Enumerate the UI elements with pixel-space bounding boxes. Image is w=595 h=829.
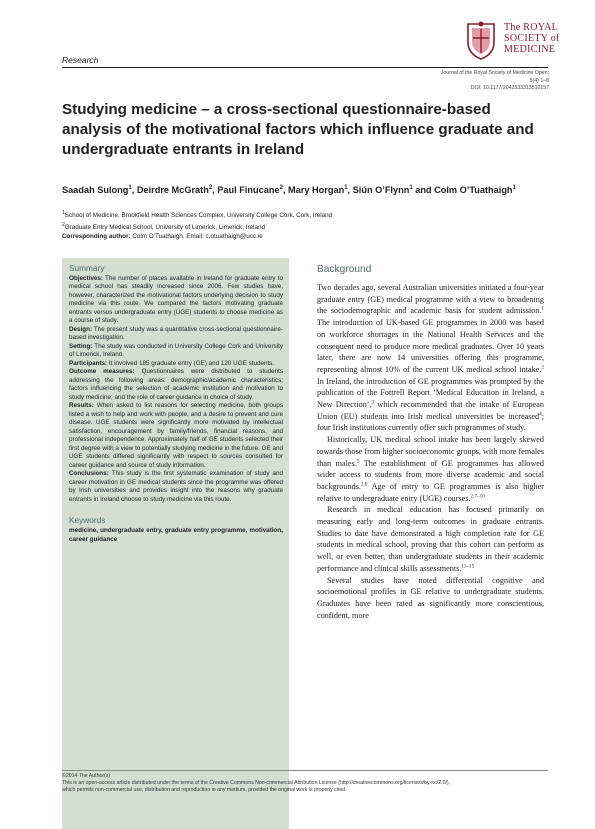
summary-section-label: Conclusions: — [69, 470, 109, 478]
summary-section-label: Setting: — [69, 342, 93, 350]
author-list: Saadah Sulong$^1$, Deirdre McGrath$^2$, Paul Finucane$^2$, Mary Horgan$^1$, Siún O’Flynn$^1$ and Colm O’Tuathaigh$^1$ — [62, 185, 516, 196]
license-text-cont: which permits non-commercial use, distribution and reproduction in any medium, provided the original work is properly cited. — [62, 787, 347, 794]
summary-section-label: Design: — [69, 325, 93, 333]
author-name: Deirdre McGrath — [136, 185, 209, 196]
summary-section — [69, 360, 283, 368]
logo-wordmark — [504, 22, 560, 55]
logo-line: The ROYAL — [504, 22, 559, 33]
citation-ref[interactable]: 4 — [539, 411, 542, 417]
section-label: Research — [62, 55, 99, 65]
body-text: Several studies have noted differential cognitive and socioemotional profiles in GE relative to undergraduate students. Graduates have been rated as significantly more conscientious, confident, more — [317, 575, 544, 620]
background-heading: Background — [317, 264, 372, 275]
summary-section-label: Results: — [69, 402, 94, 410]
affiliations — [62, 209, 542, 241]
summary-section-label: Participants: — [69, 359, 108, 367]
body-text: Age of entry to GE programmes is also higher relative to undergraduate entry (UGE) courses. — [317, 481, 544, 503]
license-footer — [62, 773, 548, 795]
author-name: Colm O’Tuathaigh — [434, 185, 513, 196]
author-affiliation-mark: 2 — [279, 185, 283, 191]
footer-divider — [62, 770, 548, 771]
society-crest-icon — [462, 20, 500, 60]
author-name: Paul Finucane — [217, 185, 280, 196]
author-name: Saadah Sulong — [62, 185, 129, 196]
body-text: Research in medical education has focused primarily on measuring early and long-term outcomes in graduate entrants. Studies to date have demonstrated a high completion rate for GE students in medical school, proving that this cohort can perform as well, or even better, than undergraduate students in their academic performance and clinical skills assessments. — [317, 505, 544, 573]
journal-volume: 5(4) 1–8 — [529, 77, 549, 84]
summary-section-text: The present study was a quantitative cross-sectional questionnaire-based investigation. — [69, 325, 283, 342]
article-title: Studying medicine – a cross-sectional questionnaire-based analysis of the motivational factors which influence graduate and undergraduate entrants in Ireland — [62, 101, 534, 158]
background-body — [317, 282, 544, 621]
author-name: Siún O’Flynn — [352, 185, 410, 196]
summary-section — [69, 368, 283, 402]
corresponding-author: Corresponding author: Colm O’Tuathaigh. Email: c.otuathaigh@ucc.ie — [62, 233, 263, 240]
article-doi[interactable]: DOI: 10.1177/2042533313510157 — [470, 85, 549, 92]
logo-line: SOCIETY of — [504, 33, 560, 44]
body-paragraph — [317, 282, 544, 434]
journal-metadata — [441, 70, 549, 93]
author-name: Mary Horgan — [288, 185, 345, 196]
body-text: The introduction of UK-based GE programmes in 2000 was based on workforce shortages in the National Health Services and the consequent need to produce more medical graduates. Over 10 years later, there are now 14 universities offering this programme, representing almost 10% of the current UK medical school intake. — [317, 318, 544, 374]
summary-section-text: Questionnaires were distributed to students addressing the following areas: demographic/academic characteristics; factors influencing the selection of academic institution and motivation to study medicine; and the role of career guidance in choice of study. — [69, 368, 284, 401]
copyright: ©2014 The Author(s) — [62, 773, 111, 779]
author-affiliation-mark: 1 — [128, 185, 132, 191]
body-text: Two decades ago, several Australian universities initiated a four-year graduate entry (GE) medical programme with a view to broadening the sociodemographic and academic basis for student admission. — [317, 283, 544, 316]
logo-line: MEDICINE — [504, 44, 556, 55]
summary-box — [62, 258, 289, 829]
keywords-heading: Keywords — [69, 515, 106, 526]
summary-section — [69, 275, 283, 326]
citation-ref[interactable]: 2,6 — [360, 481, 368, 488]
author-affiliation-mark: 2 — [208, 185, 213, 191]
author-affiliation-mark: 1 — [409, 185, 413, 191]
summary-section — [69, 343, 283, 360]
summary-section-text: This study is the first systematic examination of study and career motivation in GE medical students since the programme was offered by Irish universities and provides insight into the reasons why graduate entrants in Ireland choose to study medicine via this route. — [69, 470, 284, 503]
summary-section — [69, 470, 283, 504]
summary-section-text: It involved 185 graduate entry (GE) and 120 UGE students. — [108, 359, 275, 367]
affiliation-2: $^2$Graduate Entry Medical School, University of Limerick, Limerick, Ireland — [62, 221, 265, 231]
affiliation-1: $^1$School of Medicine, Brookfield Health Sciences Complex, University College Cork, Cork, Ireland — [62, 210, 333, 220]
body-text: The establishment of GE programmes has allowed wider access to students from more diverse academic and social backgrounds. — [317, 458, 544, 491]
citation-ref[interactable]: 1 — [541, 305, 544, 312]
summary-sections — [69, 275, 283, 504]
citation-ref[interactable]: 2 — [541, 364, 544, 371]
license-text[interactable]: This is an open-access article distributed under the terms of the Creative Commons Non-commercial Attribution License (http://creativecommons.org/licenses/by-nc/2.0/), — [62, 780, 451, 787]
body-paragraph — [317, 434, 544, 504]
body-text: Historically, UK medical school intake has been largely skewed towards those from higher socioeconomic groups, with more females than males. — [317, 435, 544, 468]
author-affiliation-mark: 1 — [512, 185, 516, 191]
summary-section-label: Outcome measures: — [69, 368, 135, 376]
body-paragraph — [317, 504, 544, 574]
body-paragraph — [317, 575, 544, 622]
summary-section-text: When asked to list reasons for selecting medicine, both groups listed a wish to help and work with people, and a desire to prevent and cure disease. UGE students were significantly more motivated by intellectual satisfaction, encouragement by family/friends, financial reasons, and professional independence. Approximately half of GE students selected their first degree with a view to potentially studying medicine in the future. GE and UGE students differed significantly with respect to sources consulted for career guidance and source of study information. — [69, 402, 284, 469]
summary-heading: Summary — [69, 263, 105, 273]
author-affiliation-mark: 1 — [344, 185, 348, 191]
body-text: which recommended that the intake of European Union (EU) students into Irish medical universities be increased — [317, 400, 544, 421]
body-text: ; four Irish institutions currently offer such programmes of study. — [317, 411, 544, 433]
journal-logo — [462, 20, 580, 62]
header-divider — [62, 67, 548, 68]
summary-section — [69, 326, 283, 343]
summary-section-label: Objectives: — [69, 275, 103, 282]
journal-citation: Journal of the Royal Society of Medicine Open; — [440, 70, 549, 76]
summary-section-text: The study was conducted in University College Cork and University of Limerick, Ireland. — [69, 342, 283, 359]
body-text: In Ireland, the introduction of GE programmes was prompted by the publication of the Fottrell Report ‘Medical Education in Ireland, a New Direction’, — [317, 376, 544, 410]
citation-ref[interactable]: 5 — [356, 457, 360, 464]
citation-ref[interactable]: 2,7–10 — [470, 492, 485, 499]
summary-section — [69, 402, 283, 470]
citation-ref[interactable]: 3 — [371, 399, 375, 406]
keywords-list: medicine, undergraduate entry, graduate entry programme, motivation, career guidance — [69, 527, 283, 543]
citation-ref[interactable]: 11–15 — [461, 563, 475, 570]
summary-section-text: The number of places available in Ireland for graduate entry to medical school has steadily increased since 2006. Few studies have, however, characterized the motivational factors underlying decision to study medicine via this route. We compared the factors motivating graduate entrants versus undergraduate entry (UGE) students to choose medicine as a course of study. — [69, 275, 283, 325]
